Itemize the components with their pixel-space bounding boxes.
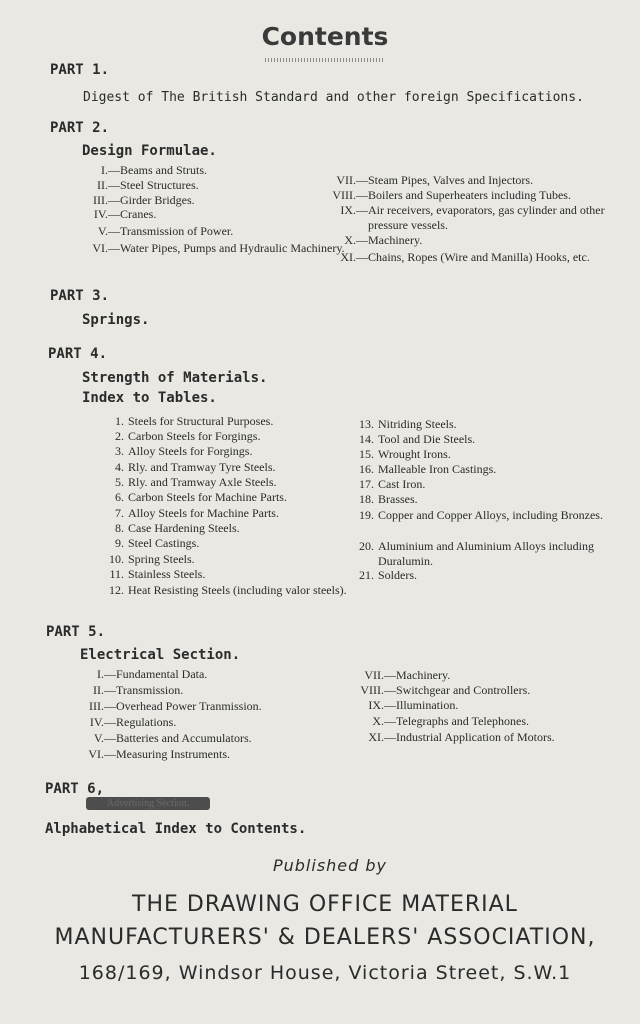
entry-text: Wrought Irons. <box>378 447 451 461</box>
p5-entry-2 <box>70 683 183 698</box>
entry-number: X.— <box>372 714 396 728</box>
p5-entry-8 <box>344 683 530 698</box>
p4-table-17 <box>350 477 425 492</box>
entry-text: Case Hardening Steels. <box>128 521 240 535</box>
entry-text: Industrial Application of Motors. <box>396 730 555 744</box>
page-title: Contents <box>261 22 389 51</box>
p5-entry-3 <box>70 699 262 714</box>
entry-text: Nitriding Steels. <box>378 417 457 431</box>
entry-number: 18. <box>359 492 374 506</box>
entry-text: Steel Castings. <box>128 536 200 550</box>
entry-text: Beams and Struts. <box>120 163 207 177</box>
p2-entry-2 <box>82 178 199 193</box>
p2-entry-10 <box>322 233 422 248</box>
entry-number: VII.— <box>336 173 368 187</box>
publisher-line-1: THE DRAWING OFFICE MATERIAL <box>132 892 518 917</box>
publisher-address: 168/169, Windsor House, Victoria Street, S.W.1 <box>78 962 572 984</box>
entry-text: Tool and Die Steels. <box>378 432 476 446</box>
part-1-label: PART 1. <box>50 62 110 78</box>
entry-text: Cast Iron. <box>378 477 426 491</box>
entry-number: 10. <box>109 552 124 566</box>
entry-text: Telegraphs and Telephones. <box>396 714 530 728</box>
part-3-label: PART 3. <box>50 288 110 304</box>
p4-table-1 <box>100 414 273 429</box>
entry-text: Switchgear and Controllers. <box>396 683 531 697</box>
entry-number: 6. <box>115 490 124 504</box>
entry-number: 19. <box>359 508 374 522</box>
entry-number: II.— <box>93 683 116 697</box>
entry-number: X.— <box>344 233 368 247</box>
part-5-label: PART 5. <box>46 624 106 640</box>
entry-text: Heat Resisting Steels (including valor steels). <box>128 583 347 597</box>
struck-out-section: Advertising Section. <box>86 797 210 810</box>
p4-table-11 <box>100 567 205 582</box>
published-by: Published by <box>272 856 388 875</box>
p5-entry-4 <box>70 715 176 730</box>
p4-table-2 <box>100 429 260 444</box>
part-1-description: Digest of The British Standard and other foreign Specifications. <box>83 90 584 105</box>
p2-entry-3 <box>82 193 195 208</box>
entry-number: 9. <box>115 536 124 550</box>
p5-entry-9 <box>344 698 458 713</box>
p4-table-12 <box>100 583 350 598</box>
p5-entry-1 <box>70 667 207 682</box>
alphabetical-index-line: Alphabetical Index to Contents. <box>45 821 307 837</box>
entry-number: 12. <box>109 583 124 597</box>
entry-text: Air receivers, evaporators, gas cylinder and other pressure vessels. <box>368 203 605 232</box>
entry-number: XI.— <box>368 730 396 744</box>
entry-text: Fundamental Data. <box>116 667 208 681</box>
part-4-subheading: Index to Tables. <box>82 390 217 406</box>
entry-number: 15. <box>359 447 374 461</box>
entry-text: Rly. and Tramway Tyre Steels. <box>128 460 276 474</box>
p2-entry-5 <box>82 224 233 239</box>
entry-number: VI.— <box>92 241 120 255</box>
entry-number: III.— <box>93 193 120 207</box>
part-2-heading: Design Formulae. <box>82 143 217 159</box>
p4-table-4 <box>100 460 276 475</box>
entry-number: 7. <box>115 506 124 520</box>
entry-text: Cranes. <box>120 207 157 221</box>
entry-text: Steam Pipes, Valves and Injectors. <box>368 173 534 187</box>
p2-entry-1 <box>82 163 207 178</box>
p4-table-9 <box>100 536 199 551</box>
entry-text: Water Pipes, Pumps and Hydraulic Machinery. <box>120 241 345 255</box>
p4-table-21 <box>350 568 417 583</box>
entry-number: VIII.— <box>360 683 396 697</box>
p4-table-8 <box>100 521 240 536</box>
p4-table-19 <box>350 508 624 523</box>
entry-text: Chains, Ropes (Wire and Manilla) Hooks, etc. <box>368 250 590 264</box>
entry-text: Transmission. <box>116 683 184 697</box>
p2-entry-9 <box>322 203 640 233</box>
entry-number: I.— <box>101 163 120 177</box>
p2-entry-4 <box>82 207 156 222</box>
p5-entry-10 <box>344 714 529 729</box>
entry-number: 8. <box>115 521 124 535</box>
entry-text: Machinery. <box>368 233 423 247</box>
entry-text: Brasses. <box>378 492 418 506</box>
entry-number: 1. <box>115 414 124 428</box>
entry-text: Carbon Steels for Machine Parts. <box>128 490 287 504</box>
entry-number: 5. <box>115 475 124 489</box>
entry-text: Aluminium and Aluminium Alloys including Duralumin. <box>378 539 595 568</box>
entry-text: Transmission of Power. <box>120 224 234 238</box>
p4-table-10 <box>100 552 195 567</box>
entry-text: Measuring Instruments. <box>116 747 230 761</box>
entry-text: Alloy Steels for Forgings. <box>128 444 253 458</box>
p4-table-6 <box>100 490 287 505</box>
entry-number: IX.— <box>340 203 368 217</box>
p2-entry-7 <box>322 173 533 188</box>
part-2-label: PART 2. <box>50 120 110 136</box>
p4-table-7 <box>100 506 279 521</box>
publisher-line-2: MANUFACTURERS' & DEALERS' ASSOCIATION, <box>54 925 596 950</box>
entry-number: III.— <box>89 699 116 713</box>
p4-table-16 <box>350 462 496 477</box>
p2-entry-11 <box>322 250 640 265</box>
entry-text: Boilers and Superheaters including Tubes. <box>368 188 571 202</box>
entry-number: 13. <box>359 417 374 431</box>
entry-text: Alloy Steels for Machine Parts. <box>128 506 279 520</box>
p4-table-3 <box>100 444 252 459</box>
p5-entry-5 <box>70 731 252 746</box>
entry-number: XI.— <box>340 250 368 264</box>
p5-entry-11 <box>344 730 555 745</box>
entry-number: V.— <box>93 731 116 745</box>
entry-text: Copper and Copper Alloys, including Bronzes. <box>378 508 603 522</box>
entry-number: 17. <box>359 477 374 491</box>
p5-entry-6 <box>70 747 230 762</box>
entry-number: 11. <box>109 567 124 581</box>
entry-text: Carbon Steels for Forgings. <box>128 429 261 443</box>
p4-table-18 <box>350 492 418 507</box>
p4-table-5 <box>100 475 277 490</box>
entry-text: Illumination. <box>396 698 459 712</box>
entry-number: II.— <box>97 178 120 192</box>
entry-number: 16. <box>359 462 374 476</box>
entry-text: Rly. and Tramway Axle Steels. <box>128 475 277 489</box>
entry-number: 4. <box>115 460 124 474</box>
p2-entry-6 <box>82 241 356 256</box>
part-5-heading: Electrical Section. <box>80 647 241 663</box>
entry-text: Stainless Steels. <box>128 567 206 581</box>
p4-table-20 <box>350 539 624 569</box>
entry-number: 21. <box>359 568 374 582</box>
part-3-heading: Springs. <box>82 312 150 328</box>
entry-number: IV.— <box>93 207 120 221</box>
entry-number: 3. <box>115 444 124 458</box>
p4-table-13 <box>350 417 457 432</box>
title-underline <box>265 58 383 62</box>
entry-text: Steel Structures. <box>120 178 199 192</box>
entry-text: Steels for Structural Purposes. <box>128 414 274 428</box>
entry-text: Batteries and Accumulators. <box>116 731 252 745</box>
entry-number: V.— <box>97 224 120 238</box>
entry-text: Machinery. <box>396 668 451 682</box>
entry-number: 2. <box>115 429 124 443</box>
entry-number: VII.— <box>364 668 396 682</box>
p2-entry-8 <box>322 188 571 203</box>
entry-number: VIII.— <box>332 188 368 202</box>
entry-number: 20. <box>359 539 374 553</box>
entry-text: Overhead Power Tranmission. <box>116 699 262 713</box>
part-4-heading: Strength of Materials. <box>82 370 268 386</box>
entry-number: VI.— <box>88 747 116 761</box>
entry-text: Regulations. <box>116 715 177 729</box>
entry-number: 14. <box>359 432 374 446</box>
p4-table-15 <box>350 447 451 462</box>
entry-number: I.— <box>97 667 116 681</box>
part-4-label: PART 4. <box>48 346 108 362</box>
entry-text: Girder Bridges. <box>120 193 195 207</box>
entry-number: IV.— <box>89 715 116 729</box>
entry-text: Spring Steels. <box>128 552 195 566</box>
part-6-label: PART 6, <box>45 781 105 797</box>
entry-number: IX.— <box>368 698 396 712</box>
p4-table-14 <box>350 432 475 447</box>
entry-text: Malleable Iron Castings. <box>378 462 497 476</box>
entry-text: Solders. <box>378 568 417 582</box>
p5-entry-7 <box>344 668 450 683</box>
